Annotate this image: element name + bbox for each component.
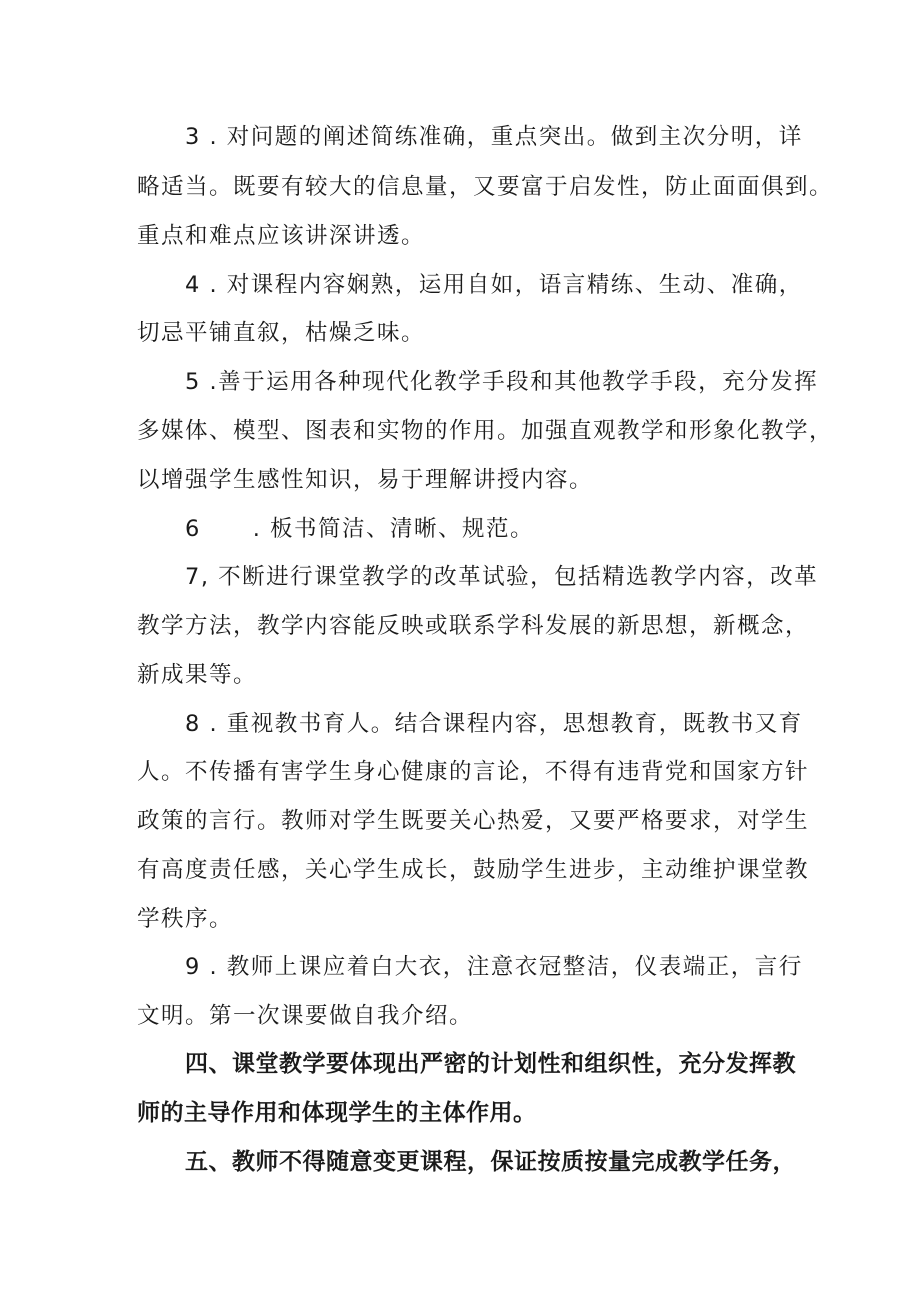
paragraph-5-line-3: 以增强学生感性知识，易于理解讲授内容。 (137, 467, 594, 493)
paragraph-4-line-2: 切忌平铺直叙，枯燥乏味。 (137, 320, 426, 346)
paragraph-7-line-1: 7, 不断进行课堂教学的改革试验，包括精选教学内容，改革 (185, 564, 819, 590)
paragraph-8-line-1: 8 . 重视教书育人。结合课程内容，思想教育，既教书又育 (185, 711, 803, 737)
paragraph-7-line-2: 教学方法，教学内容能反映或联系学科发展的新思想，新概念， (137, 613, 810, 639)
paragraph-9-line-1: 9 . 教师上课应着白大衣，注意衣冠整洁，仪表端正，言行 (185, 954, 803, 980)
paragraph-7-line-3: 新成果等。 (137, 662, 258, 688)
paragraph-8-line-4: 有高度责任感，关心学生成长，鼓励学生进步，主动维护课堂教 (137, 857, 810, 883)
section-5-heading-line-1: 五、教师不得随意变更课程，保证按质按量完成教学任务， (185, 1149, 796, 1175)
paragraph-8-line-2: 人。不传播有害学生身心健康的言论，不得有违背党和国家方针 (137, 759, 810, 785)
paragraph-5-line-1: 5 .善于运用各种现代化教学手段和其他教学手段，充分发挥 (185, 369, 819, 395)
paragraph-5-line-2: 多媒体、模型、图表和实物的作用。加强直观教学和形象化教学， (137, 418, 834, 444)
paragraph-3-line-3: 重点和难点应该讲深讲透。 (137, 223, 426, 249)
section-4-heading-line-1: 四、课堂教学要体现出严密的计划性和组织性，充分发挥教 (185, 1051, 796, 1077)
paragraph-6-line-1: 6 . 板书简洁、清晰、规范。 (185, 516, 535, 542)
paragraph-4-line-1: 4 . 对课程内容娴熟，运用自如，语言精练、生动、准确， (185, 272, 803, 298)
paragraph-3-line-1: 3 . 对问题的阐述简练准确，重点突出。做到主次分明，详 (185, 124, 803, 150)
paragraph-9-line-2: 文明。第一次课要做自我介绍。 (137, 1003, 474, 1029)
paragraph-3-line-2: 略适当。既要有较大的信息量，又要富于启发性，防止面面俱到。 (137, 174, 834, 200)
paragraph-8-line-5: 学秩序。 (137, 906, 234, 932)
paragraph-8-line-3: 政策的言行。教师对学生既要关心热爱，又要严格要求，对学生 (137, 808, 810, 834)
section-4-heading-line-2: 师的主导作用和体现学生的主体作用。 (137, 1100, 537, 1126)
